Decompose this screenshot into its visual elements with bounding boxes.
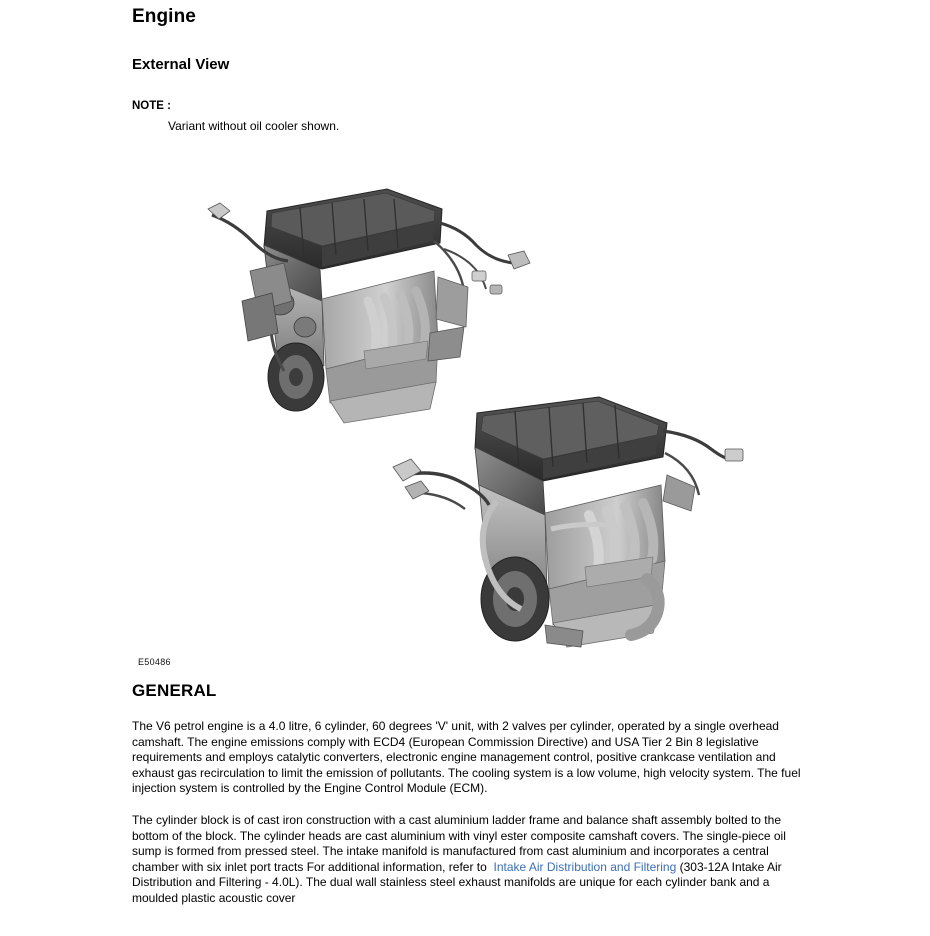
note-text: Variant without oil cooler shown. [168, 119, 340, 133]
general-paragraph-2 [132, 813, 810, 907]
paragraph-2-reference: (303-12A Intake Air Distribution and Filtering - 4.0L) [132, 859, 782, 890]
paragraph-2-text-before-link: The cylinder block is of cast iron construction with a cast aluminium ladder frame and balance shaft assembly bolted to the bottom of the block. The cylinder heads are cast aluminium with vinyl ester composite camshaft covers. The single-piece oil sump is formed from pressed steel. The intake manifold is manufactured from cast aluminium and incorporates a central chamber with six inlet port tracts For additional information, refer to [132, 812, 786, 874]
engine-image-bottom [347, 383, 767, 683]
general-paragraph-1: The V6 petrol engine is a 4.0 litre, 6 cylinder, 60 degrees 'V' unit, with 2 valves per cylinder, operated by a single overhead camshaft. The engine emissions comply with ECD4 (European Commission Directive) and USA Tier 2 Bin 8 legislative requirements and employs catalytic converters, electronic engine management control, positive crankcase ventilation and exhaust gas recirculation to limit the emission of pollutants. The cooling system is a low volume, high velocity system. The fuel injection system is controlled by the Engine Control Module (ECM). [132, 719, 801, 796]
engine-figure [132, 151, 810, 671]
paragraph-2-text-after-link: . The dual wall stainless steel exhaust manifolds are unique for each cylinder bank and a moulded plastic acoustic cover [132, 875, 770, 905]
document-page [0, 6, 930, 936]
note-label: NOTE : [132, 100, 171, 112]
intake-air-distribution-link[interactable]: Intake Air Distribution and Filtering [493, 859, 677, 874]
section-heading-general: GENERAL [132, 681, 217, 700]
figure-caption: E50486 [138, 657, 171, 667]
page-title: Engine [132, 6, 196, 27]
section-heading-external-view: External View [132, 56, 230, 73]
